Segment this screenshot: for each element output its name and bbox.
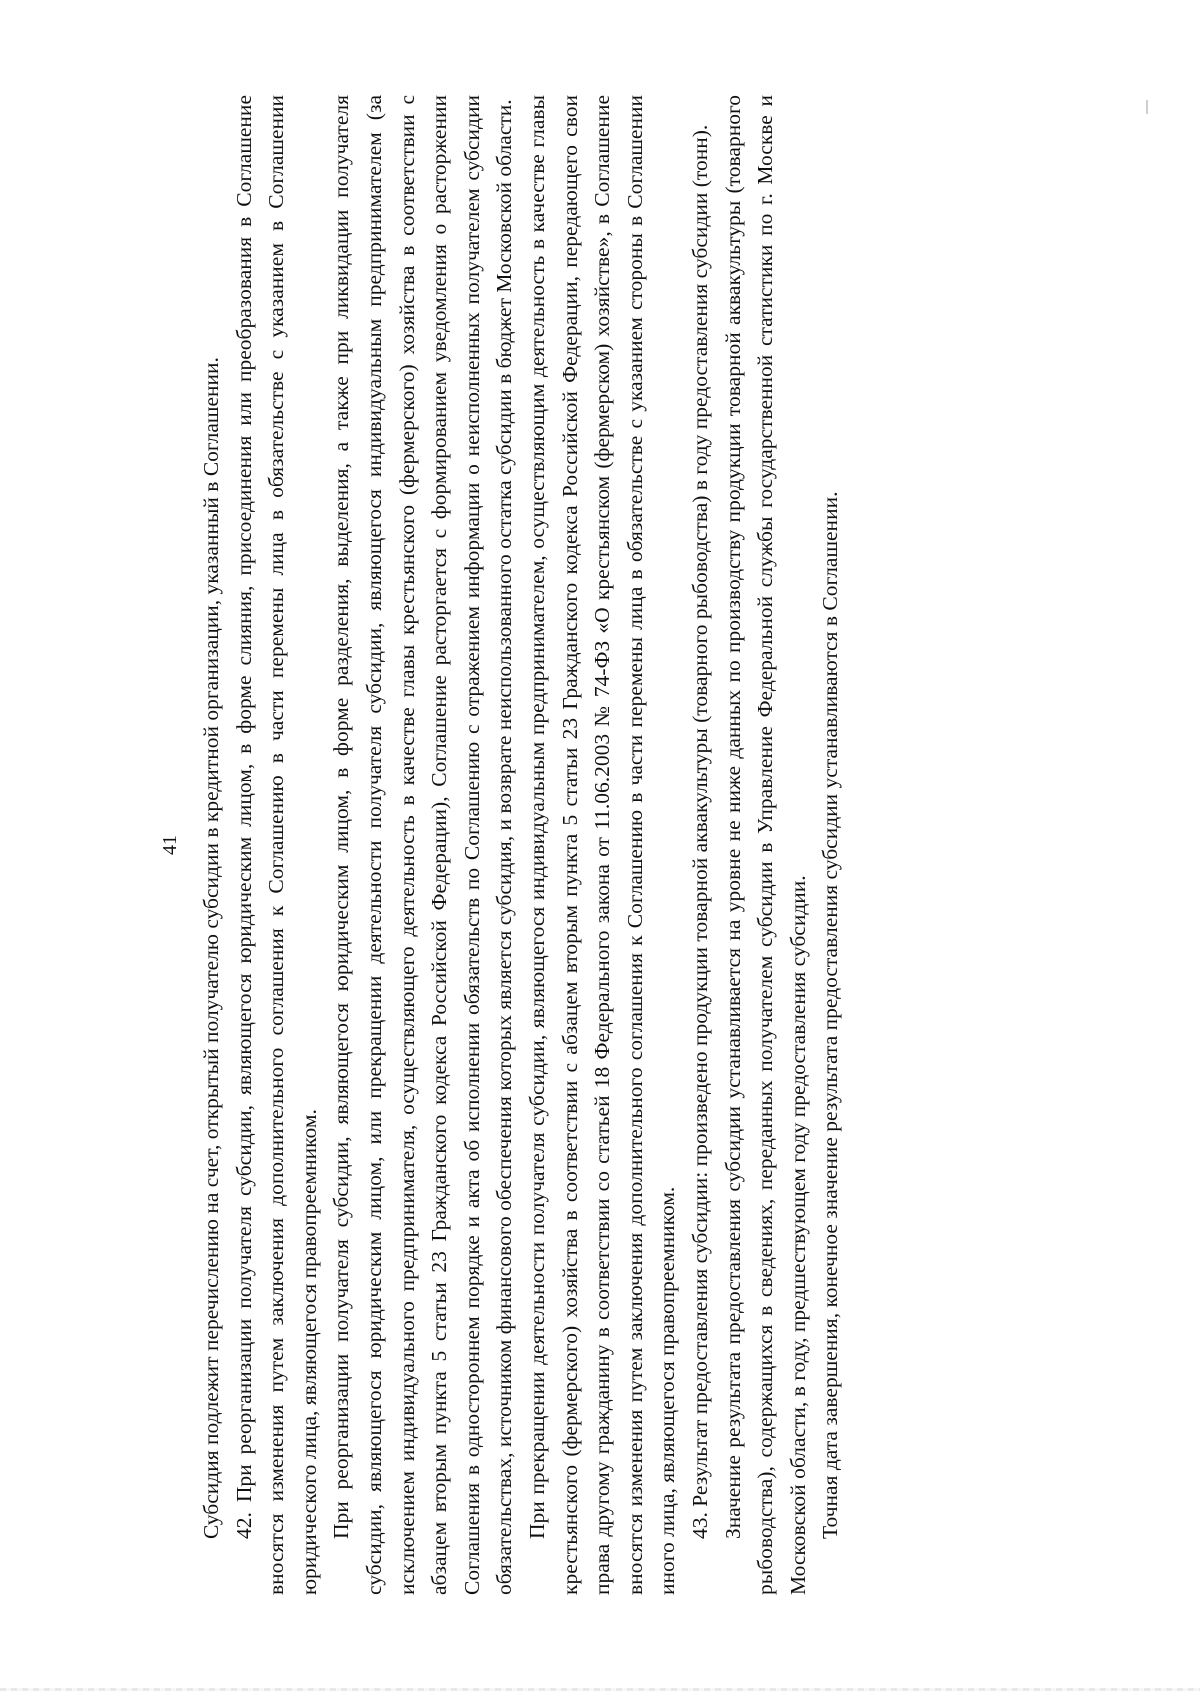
scan-artifact-edge <box>0 1688 1200 1691</box>
paragraph-43-result: 43. Результат предоставления субсидии: произведено продукции товарной аквакультуры (товарного рыбоводства) в году предоставления субсидии (тонн). <box>687 124 712 1539</box>
document-body <box>195 95 847 1595</box>
rotated-text-block <box>155 95 1035 1595</box>
paragraph-subsidy-transfer: Субсидия подлежит перечислению на счет, открытый получателю субсидии в кредитной организации, указанный в Соглашении. <box>199 357 223 1539</box>
paragraph-result-value: Значение результата предоставления субсидии устанавливается на уровне не ниже данных по производству продукции товарной аквакультуры (товарного рыбоводства), содержащихся в сведениях, переданных получателем субсидии в Управление Федеральной службы государственной статистики по г. Москве и Московской области, в году, предшествующем году предоставления субсидии. <box>720 95 810 1595</box>
scan-artifact-mark <box>1146 100 1148 114</box>
paragraph-completion-date: Точная дата завершения, конечное значение результата предоставления субсидии устанавливаются в Соглашении. <box>818 491 843 1539</box>
paragraph-42-reorganization: 42. При реорганизации получателя субсидии, являющегося юридическим лицом, в форме слияния, присоединения или преобразования в Соглашение вносятся изменения путем заключения дополнительного соглашения к Соглашению в части перемены лица в обязательстве с указанием в Соглашении юридического лица, являющегося правопреемником. <box>231 95 321 1595</box>
page-number: 41 <box>159 835 181 855</box>
paragraph-farm-termination: При прекращении деятельности получателя субсидии, являющегося индивидуальным предпринимателем, осуществляющим деятельность в качестве главы крестьянского (фермерского) хозяйства в соответствии с абзацем вторым пункта 5 статьи 23 Гражданского кодекса Российской Федерации, передающего свои права другому гражданину в соответствии со статьей 18 Федерального закона от 11.06.2003 № 74-ФЗ «О крестьянском (фермерском) хозяйстве», в Соглашение вносятся изменения путем заключения дополнительного соглашения к Соглашению в части перемены лица в обязательстве с указанием стороны в Соглашении иного лица, являющегося правопреемником. <box>524 95 680 1595</box>
paragraph-reorganization-termination: При реорганизации получателя субсидии, являющегося юридическим лицом, в форме разделения, выделения, а также при ликвидации получателя субсидии, являющегося юридическим лицом, или прекращении деятельности получателя субсидии, являющегося индивидуальным предпринимателем (за исключением индивидуального предпринимателя, осуществляющего деятельность в качестве главы крестьянского (фермерского) хозяйства в соответствии с абзацем вторым пункта 5 статьи 23 Гражданского кодекса Российской Федерации), Соглашение расторгается с формированием уведомления о расторжении Соглашения в одностороннем порядке и акта об исполнении обязательств по Соглашению с отражением информации о неисполненных получателем субсидии обязательствах, источником финансового обеспечения которых является субсидия, и возврате неиспользованного остатка субсидии в бюджет Московской области. <box>329 95 517 1595</box>
